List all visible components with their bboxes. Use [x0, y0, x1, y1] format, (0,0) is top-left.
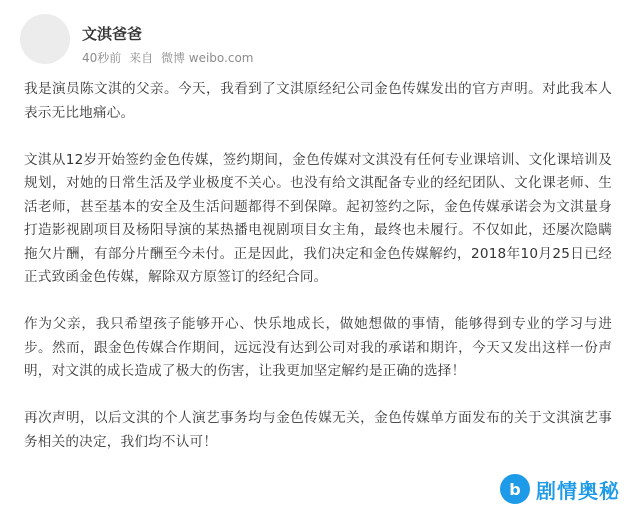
post-paragraph: 我是演员陈文淇的父亲。今天，我看到了文淇原经纪公司金色传媒发出的官方声明。对此我本人表示无比地痛心。	[24, 81, 612, 121]
post-time[interactable]: 40秒前	[82, 51, 122, 65]
post-content	[20, 78, 612, 454]
post-paragraph: 作为父亲，我只希望孩子能够开心、快乐地成长，做她想做的事情，能够得到专业的学习与进步。然而，跟金色传媒合作期间，远远没有达到公司对我的承诺和期许，今天又发出这样一份声明，对文淇的成长造成了极大的伤害，让我更加坚定解约是正确的选择！	[24, 316, 612, 379]
author-meta	[82, 14, 258, 66]
watermark-text: 剧情奥秘	[536, 478, 620, 503]
post-header	[20, 14, 612, 78]
post-paragraph: 文淇从12岁开始签约金色传媒，签约期间，金色传媒对文淇没有任何专业课培训、文化课培训及规划，对她的日常生活及学业极度不关心。也没有给文淇配备专业的经纪团队、文化课老师、生活老师，甚至基本的安全及生活问题都得不到保障。起初签约之际，金色传媒承诺会为文淇量身打造影视剧项目及杨阳导演的某热播电视剧项目女主角，最终也未履行。不仅如此，还屡次隐瞒拖欠片酬，有部分片酬至今未付。正是因此，我们决定和金色传媒解约，2018年10月25日已经正式致函金色传媒，解除双方原签订的经纪合同。	[24, 151, 612, 285]
avatar[interactable]	[20, 14, 70, 64]
watermark	[496, 472, 626, 506]
source-prefix: 来自	[129, 51, 154, 65]
post-meta	[82, 50, 258, 66]
b-logo-icon: b	[500, 474, 530, 504]
author-name[interactable]: 文淇爸爸	[82, 25, 143, 43]
post-source[interactable]: 微博 weibo.com	[160, 51, 254, 65]
post-paragraph: 再次声明，以后文淇的个人演艺事务均与金色传媒无关，金色传媒单方面发布的关于文淇演艺事务相关的决定，我们均不认可！	[24, 410, 612, 450]
